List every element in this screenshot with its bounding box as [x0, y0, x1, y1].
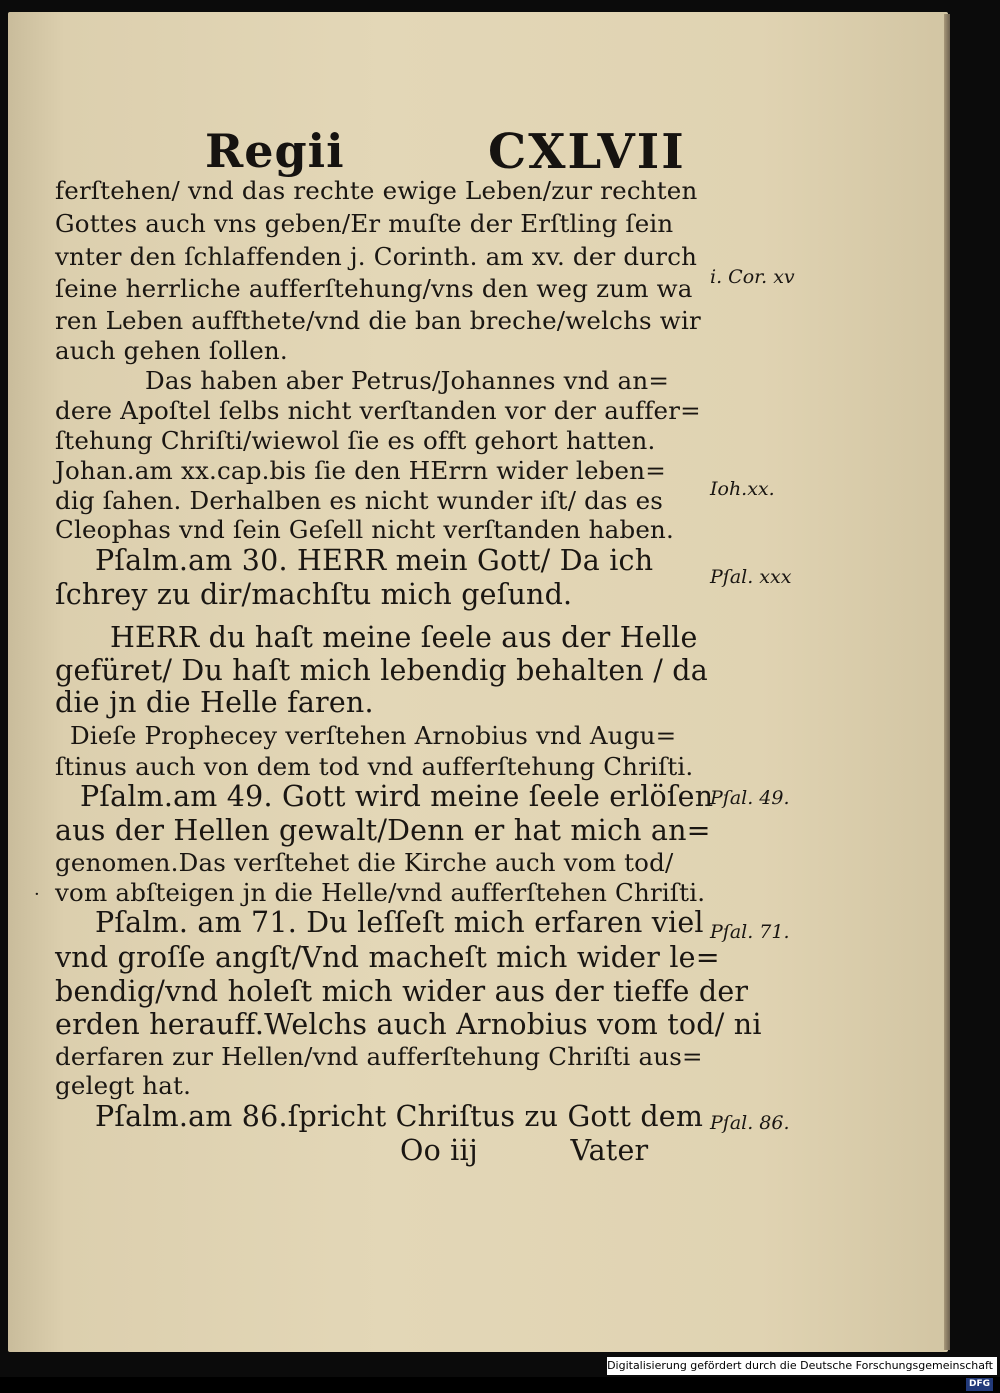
marginal-note: Pſal. xxx: [710, 566, 792, 588]
text-line: Pſalm. am 71. Du leſſeſt mich erfaren viel: [95, 906, 704, 939]
text-line: auch gehen ſollen.: [55, 336, 288, 365]
text-line: erden herauff.Welchs auch Arnobius vom tod/ ni: [55, 1008, 762, 1041]
catchword-line: Oo iij Vater: [400, 1134, 649, 1167]
text-line: genomen.Das verſtehet die Kirche auch vom tod/: [55, 848, 674, 877]
text-line: gefüret/ Du haſt mich lebendig behalten / da: [55, 654, 708, 687]
text-line: aus der Hellen gewalt/Denn er hat mich an=: [55, 814, 711, 847]
text-line: vnd groſſe angſt/Vnd macheſt mich wider le=: [55, 941, 720, 974]
text-line: ſeine herrliche aufferſtehung/vns den weg zum wa: [55, 274, 693, 303]
marginal-note: Pſal. 71.: [710, 921, 790, 943]
text-line: gelegt hat.: [55, 1071, 192, 1100]
text-line: Dieſe Prophecey verſtehen Arnobius vnd Augu=: [70, 721, 677, 750]
text-line: Johan.am xx.cap.bis ſie den HErrn wider leben=: [55, 456, 666, 485]
text-line: HERR du haſt meine ſeele aus der Helle: [110, 621, 698, 654]
text-line: ren Leben auffthete/vnd die ban breche/welchs wir: [55, 306, 701, 335]
margin-mark: ·: [34, 884, 40, 905]
header-left: Regii: [205, 124, 345, 178]
text-line: Pſalm.am 30. HERR mein Gott/ Da ich: [95, 544, 654, 577]
dfg-logo: DFG: [966, 1378, 993, 1391]
text-line: Cleophas vnd ſein Geſell nicht verſtanden haben.: [55, 515, 675, 544]
text-line: vom abſteigen jn die Helle/vnd aufferſtehen Chriſti.: [55, 878, 706, 907]
text-line: ſtehung Chriſti/wiewol ſie es offt gehort hatten.: [55, 426, 656, 455]
text-line: dere Apoſtel ſelbs nicht verſtanden vor der auffer=: [55, 396, 701, 425]
text-line: Pſalm.am 86.ſpricht Chriſtus zu Gott dem: [95, 1100, 704, 1133]
text-line: derfaren zur Hellen/vnd aufferſtehung Chriſti aus=: [55, 1042, 703, 1071]
text-line: ſchrey zu dir/machſtu mich geſund.: [55, 578, 573, 611]
text-line: bendig/vnd holeſt mich wider aus der tieffe der: [55, 975, 749, 1008]
folio-number: CXLVII: [488, 124, 686, 180]
text-line: ſtinus auch von dem tod vnd aufferſtehung Chriſti.: [55, 752, 694, 781]
marginal-note: Ioh.xx.: [710, 478, 775, 500]
text-line: vnter den ſchlaffenden j. Corinth. am xv. der durch: [55, 242, 698, 271]
text-line: Das haben aber Petrus/Johannes vnd an=: [145, 366, 670, 395]
text-line: ferſtehen/ vnd das rechte ewige Leben/zur rechten: [55, 176, 698, 205]
text-line: dig ſahen. Derhalben es nicht wunder iſt/ das es: [55, 486, 664, 515]
funding-credit: [607, 1357, 997, 1390]
text-line: Pſalm.am 49. Gott wird meine ſeele erlöſen: [80, 780, 714, 813]
marginal-note: Pſal. 86.: [710, 1112, 790, 1134]
page-edge: [944, 14, 950, 1350]
text-line: Gottes auch vns geben/Er muſte der Erſtling ſein: [55, 209, 674, 238]
funding-text: Digitalisierung gefördert durch die Deutsche Forschungsgemeinschaft ·: [607, 1359, 993, 1390]
text-line: die jn die Helle faren.: [55, 686, 374, 719]
marginal-note: i. Cor. xv: [710, 266, 795, 288]
marginal-note: Pſal. 49.: [710, 787, 790, 809]
